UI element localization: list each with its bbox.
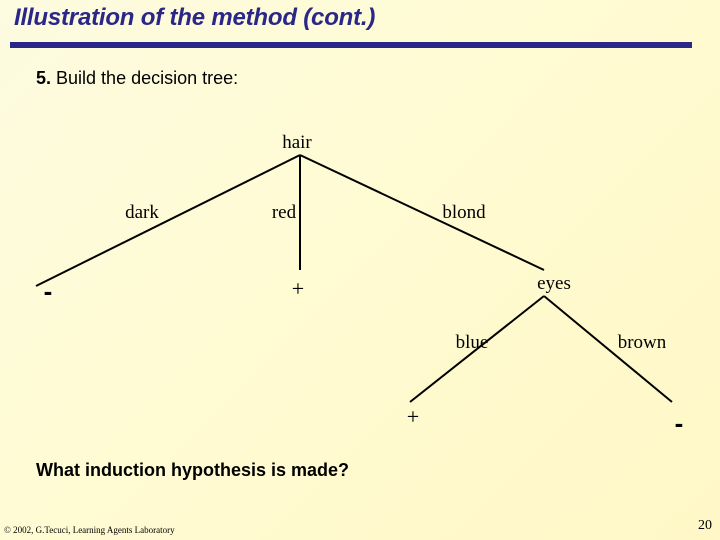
branch-label-dark: dark <box>125 202 159 223</box>
branch-label-blond: blond <box>442 202 486 223</box>
leaf-brown-negative: - <box>674 408 684 438</box>
question-text: What induction hypothesis is made? <box>36 460 350 480</box>
edge-hair-blond <box>300 155 544 270</box>
footer-copyright: © 2002, G.Tecuci, Learning Agents Laboratory <box>4 525 175 535</box>
node-eyes: eyes <box>537 273 571 294</box>
leaf-red-positive: + <box>291 276 305 301</box>
step-text: Build the decision tree: <box>56 68 239 88</box>
edge-hair-dark <box>36 155 300 286</box>
slide-title: Illustration of the method (cont.) <box>14 4 376 31</box>
leaf-dark-negative: - <box>43 276 53 306</box>
root-node-hair: hair <box>282 132 312 153</box>
leaf-blue-positive: + <box>406 404 420 429</box>
branch-label-red: red <box>271 202 297 223</box>
branch-label-brown: brown <box>617 332 667 353</box>
step-number: 5. <box>36 68 52 88</box>
page-number: 20 <box>698 518 712 533</box>
branch-label-blue: blue <box>455 332 489 353</box>
